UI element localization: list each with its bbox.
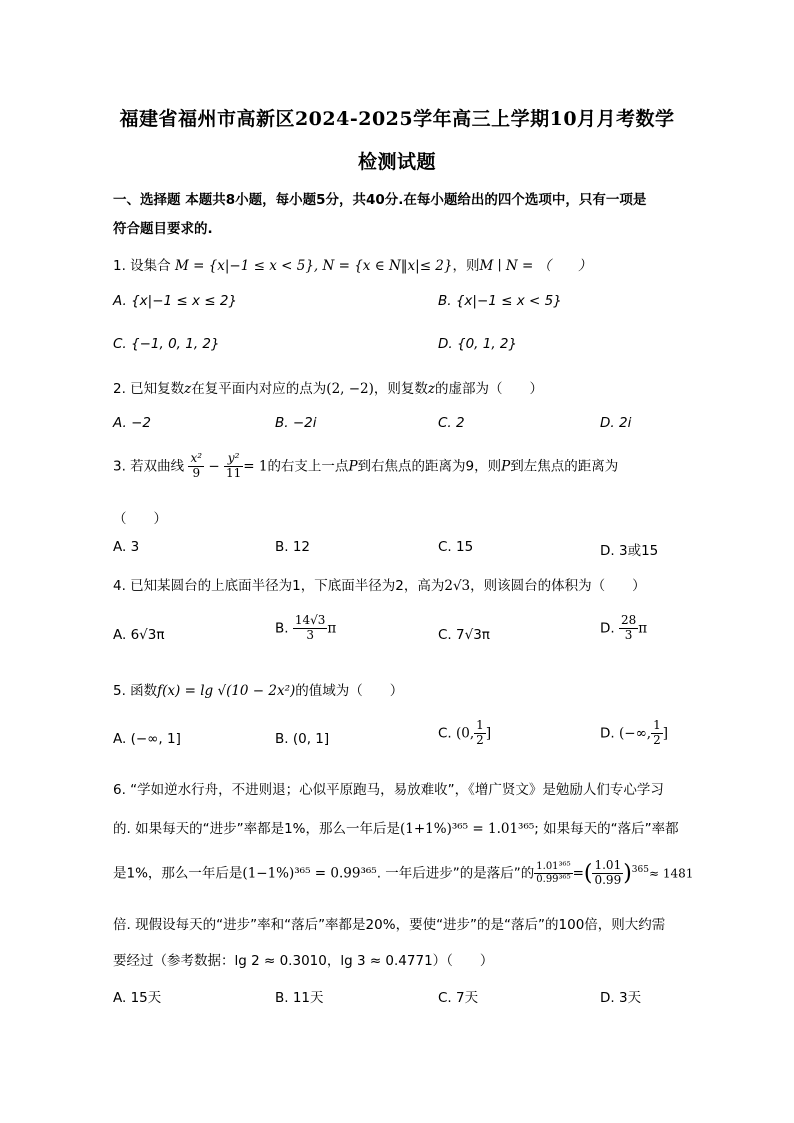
q4-text-1: 4. 已知某圆台的上底面半径为1，下底面半径为2，高为 [113,578,445,594]
page-title: 福建省福州市高新区2024-2025学年高三上学期10月月考数学 [119,108,675,130]
page-subtitle: 检测试题 [357,151,436,173]
q1-option-b: B. {x|−1 ≤ x < 5} [438,293,562,309]
q3-text-4: 到左焦点的距离为 [510,458,619,475]
q4-d-pi: π [638,620,648,637]
q4-option-d-label: D. [600,620,615,637]
q5-c-denominator: 2 [476,732,484,747]
q6-line-4: 倍. 现假设每天的“进步”率和“落后”率都是20%，要使“进步”的是“落后”的100倍，则大约需 [113,917,666,933]
q4-b-numerator: 14√3 [294,613,326,627]
q1-tail: M ∣ N = （ ） [479,258,592,274]
q1-expression: M = {x|−1 ≤ x < 5}, N = {x ∈ N‖x|≤ 2} [174,258,453,274]
q2-var-z: z [184,381,192,397]
q6-equals: = [572,865,584,882]
q3-y2: y² [224,452,243,467]
q6-f1-numerator: 1.01³⁶⁵ [536,861,571,873]
q6-line-1: 6. “学如逆水行舟，不进则退；心似平原跑马，易放难收”，《增广贤文》是勉励人们专心学习 [113,782,664,798]
q6-option-c: C. 7天 [438,990,479,1006]
q5-option-b: B. (0, 1] [275,731,330,747]
q6-line-3c: . 一年后进步”的是落后”的 [376,865,535,882]
q3-option-c: C. 15 [438,539,474,555]
question-3: 3. 若双曲线 $\frac{\text{x²}}{9}$ − $\frac{\text{y²}}{11}$ = 1的右支上一点P到右焦点的距离为9，则P到左焦点的距离为 [113,451,619,480]
q2-text-4: 的虚部为（ ） [435,381,544,397]
q6-fraction-1 [534,861,572,885]
q4-b-pi: π [327,620,337,637]
q5-c-open: (0, [456,725,475,742]
q3-den-11: 11 [225,465,242,480]
q4-text-2: ，则该圆台的体积为（ ） [470,578,646,594]
q5-expression: f(x) = lg √(10 − 2x²) [157,683,296,699]
q3-text-2: 的右支上一点 [267,458,349,475]
q4-height: 2√3 [444,578,471,594]
q2-option-a: A. −2 [113,415,151,431]
q5-d-denominator: 2 [653,732,661,747]
q1-option-d: D. {0, 1, 2} [438,336,518,352]
q5-d-fraction [651,719,663,748]
q6-fraction-2 [592,859,623,888]
q3-answer-paren: （ ） [113,511,167,527]
q5-c-close: ] [485,725,492,742]
q3-point-p: P [348,458,358,475]
q3-point-p-2: P [501,458,511,475]
q5-text-2: 的值域为（ ） [295,683,404,699]
q2-point: (2, −2) [326,381,374,397]
q2-text-1: 2. 已知复数 [113,381,185,397]
q3-text-3: 到右焦点的距离为9，则 [357,458,502,475]
q5-c-numerator: 1 [476,718,484,732]
q2-option-c: C. 2 [438,415,465,431]
q6-line-2c: ; 如果每天的“落后”率都 [534,821,679,837]
q6-f1-denominator: 0.99³⁶⁵ [536,873,571,885]
q6-approx: ≈ 1481 [648,866,694,881]
q5-option-c-label: C. [438,725,452,742]
q3-fraction-x [188,452,204,481]
q6-option-b: B. 11天 [275,990,324,1006]
q6-line-2a: 的. 如果每天的“进步”率都是1%，那么一年后是 [113,821,400,837]
section-heading-cont: 符合题目要求的. [113,221,213,237]
q6-line-2b: (1+1%)³⁶⁵ = 1.01³⁶⁵ [400,821,535,837]
q5-text-1: 5. 函数 [113,683,158,699]
q3-x2: x² [190,451,203,465]
q6-option-a: A. 15天 [113,990,162,1006]
q1-then: ，则 [452,258,480,274]
q5-option-a: A. (−∞, 1] [113,731,181,747]
q2-option-b: B. −2i [275,415,317,431]
q3-option-d: D. 3或15 [600,543,659,559]
q2-text-2: 在复平面内对应的点为 [191,381,327,397]
q5-d-numerator: 1 [653,718,661,732]
question-1 [113,254,592,274]
q6-option-d: D. 3天 [600,990,642,1006]
q2-var-z-2: z [427,381,436,397]
q3-equals-one: = 1 [243,458,268,475]
q5-option-c [438,719,491,748]
q1-option-c: C. {−1, 0, 1, 2} [113,336,220,352]
q5-c-fraction [474,719,486,748]
q3-fraction-y [224,452,243,481]
q6-f2-denominator: 0.99 [594,872,622,887]
q4-option-c: C. 7√3π [438,627,490,643]
q6-line-3b: (1−1%)³⁶⁵ = 0.99³⁶⁵ [242,865,377,882]
q5-d-open: (−∞, [618,725,652,742]
q4-option-d-fraction [619,614,638,643]
q2-text-3: ，则复数 [373,381,428,397]
question-4 [113,574,646,594]
q4-d-numerator: 28 [620,613,637,627]
q4-option-b-fraction [293,614,328,643]
q5-option-d [600,719,668,748]
q3-text-1: 3. 若双曲线 [113,458,185,475]
q6-line-3: 是1%，那么一年后是(1−1%)³⁶⁵ = 0.99³⁶⁵. 一年后进步”的是落后”的 $\frac{\text{1.01³⁶⁵}}{\text{0.99³⁶⁵}}$ =( $\frac{1.01}{0.99}$ )$^{365}$≈ 1481 [113,858,694,887]
q4-option-b-label: B. [275,620,289,637]
q3-option-b: B. 12 [275,539,311,555]
q4-option-a: A. 6√3π [113,627,165,643]
section-heading: 一、选择题 本题共8小题，每小题5分，共40分.在每小题给出的四个选项中，只有一项是 [113,192,647,208]
q6-line-5: 要经过（参考数据：lg 2 ≈ 0.3010，lg 3 ≈ 0.4771）（ ） [113,953,494,969]
question-2 [113,377,543,397]
q4-d-denominator: 3 [624,627,633,642]
q4-option-d [600,614,647,643]
q6-line-3a: 是1%，那么一年后是 [113,865,243,882]
q6-f2-numerator: 1.01 [594,858,622,872]
q1-label: 1. 设集合 [113,258,171,274]
q1-option-a: A. {x|−1 ≤ x ≤ 2} [113,293,238,309]
q6-exponent: 365 [631,864,649,875]
q6-line-2 [113,817,679,837]
q5-d-close: ] [662,725,669,742]
q5-option-d-label: D. [600,725,615,742]
q4-option-b [275,614,336,643]
q4-b-denominator: 3 [306,627,314,642]
q3-option-a: A. 3 [113,539,140,555]
q2-option-d: D. 2i [600,415,632,431]
question-5 [113,679,403,699]
q3-den-9: 9 [192,465,201,480]
